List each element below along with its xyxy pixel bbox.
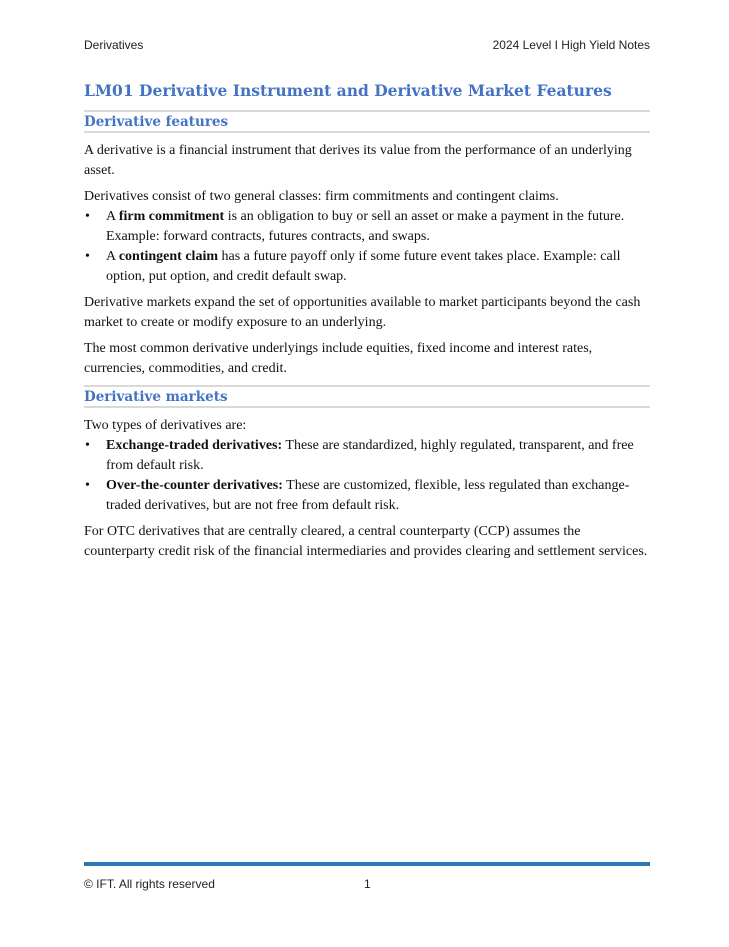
bullet-list-features [84, 207, 650, 287]
page-header [84, 38, 650, 52]
paragraph: A derivative is a financial instrument that derives its value from the performance of an underlying asset. [84, 143, 632, 178]
paragraph: For OTC derivatives that are centrally cleared, a central counterparty (CCP) assumes the counterparty credit risk of the financial intermediaries and provides clearing and settlement services. [84, 524, 648, 559]
bullet-text: is an obligation to buy or sell an asset or make a payment in the future. Example: forward contracts, futures contracts, and swaps. [106, 209, 625, 244]
footer-copyright: © IFT. All rights reserved [84, 877, 215, 891]
bullet-text: These are standardized, highly regulated, transparent, and free from default risk. [106, 438, 634, 473]
bullet-term: contingent claim [118, 249, 218, 264]
bullet-list-markets [84, 436, 650, 516]
page-footer [84, 877, 650, 891]
bullet-item [84, 436, 650, 476]
paragraph: The most common derivative underlyings include equities, fixed income and interest rates, currencies, commodities, and credit. [84, 341, 593, 376]
bullet-item [84, 476, 650, 516]
bullet-text-pre: A [106, 249, 119, 264]
module-title: LM01 Derivative Instrument and Derivative Market Features [84, 81, 612, 100]
bullet-term: Exchange-traded derivatives: [106, 438, 283, 453]
bullet-glyph: • [85, 249, 90, 264]
footer-rule [84, 862, 650, 866]
bullet-glyph: • [85, 438, 90, 453]
bullet-glyph: • [85, 209, 90, 224]
bullet-text: These are customized, flexible, less regulated than exchange-traded derivatives, but are not free from default risk. [106, 478, 630, 513]
bullet-text: has a future payoff only if some future event takes place. Example: call option, put option, and credit default swap. [106, 249, 621, 284]
bullet-item [84, 207, 650, 247]
bullet-term: firm commitment [118, 209, 225, 224]
paragraph: Two types of derivatives are: [84, 418, 247, 433]
header-publication: 2024 Level I High Yield Notes [492, 38, 650, 52]
paragraph: Derivative markets expand the set of opportunities available to market participants beyond the cash market to create or modify exposure to an underlying. [84, 295, 641, 330]
page-number: 1 [364, 877, 371, 891]
page-content [84, 80, 650, 568]
bullet-glyph: • [85, 478, 90, 493]
section-heading-features: Derivative features [84, 110, 650, 133]
header-subject: Derivatives [84, 38, 144, 52]
bullet-item [84, 247, 650, 287]
bullet-text-pre: A [106, 209, 119, 224]
section-heading-markets: Derivative markets [84, 385, 650, 408]
bullet-term: Over-the-counter derivatives: [106, 478, 283, 493]
paragraph: Derivatives consist of two general classes: firm commitments and contingent claims. [84, 189, 559, 204]
